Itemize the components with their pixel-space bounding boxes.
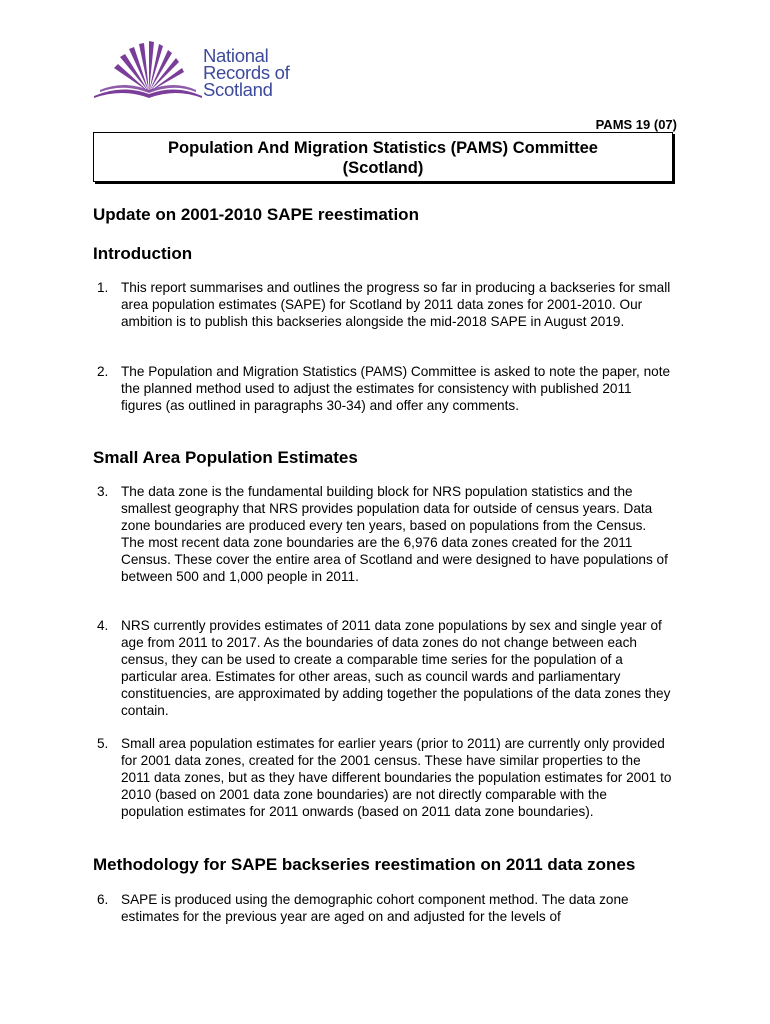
paragraph-6: [93, 892, 673, 926]
paragraph-text: The data zone is the fundamental building block for NRS population statistics and the smallest geography that NRS provides population data for outside of census years. Data zone boundaries are produced every ten years, based on populations from the Census. The most recent data zone boundaries are the 6,976 data zones created for the 2011 Census. These cover the entire area of Scotland and were designed to have populations of between 500 and 1,000 people in 2011.: [121, 484, 668, 584]
update-heading: Update on 2001-2010 SAPE reestimation: [93, 205, 419, 224]
document-reference: PAMS 19 (07): [595, 117, 677, 132]
methodology-heading: Methodology for SAPE backseries reestimation on 2011 data zones: [93, 855, 636, 874]
paragraph-number: 6.: [97, 892, 109, 907]
paragraph-1: [93, 280, 673, 331]
document-title-box: [93, 132, 673, 182]
paragraph-4: [93, 618, 673, 719]
logo-line-2: Records of: [203, 62, 290, 83]
logo-line-3: Scotland: [203, 79, 273, 100]
paragraph-text: SAPE is produced using the demographic cohort component method. The data zone estimates for the previous year are aged on and adjusted for the levels of: [121, 892, 629, 924]
introduction-heading: Introduction: [93, 244, 193, 263]
paragraph-text: Small area population estimates for earlier years (prior to 2011) are currently only provided for 2001 data zones, created for the 2001 census. These have similar properties to the 2011 data zones, but as they have different boundaries the population estimates for 2001 to 2010 (based on 2001 data zone boundaries) are not directly comparable with the population estimates for 2011 onwards (based on 2011 data zone boundaries).: [121, 736, 672, 819]
paragraph-text: NRS currently provides estimates of 2011 data zone populations by sex and single year of age from 2011 to 2017. As the boundaries of data zones do not change between each census, they can be used to create a comparable time series for the population of a particular area. Estimates for other areas, such as council wards and parliamentary constituencies, are approximated by adding together the populations of the data zones they contain.: [121, 618, 671, 718]
logo-line-1: National: [203, 45, 269, 66]
paragraph-number: 5.: [97, 736, 109, 751]
paragraph-text: The Population and Migration Statistics (PAMS) Committee is asked to note the paper, note the planned method used to adjust the estimates for consistency with published 2011 figures (as outlined in paragraphs 30-34) and offer any comments.: [121, 364, 671, 413]
paragraph-3: [93, 484, 673, 585]
paragraph-number: 4.: [97, 618, 109, 633]
paragraph-2: [93, 364, 673, 415]
paragraph-number: 2.: [97, 364, 109, 379]
paragraph-5: [93, 736, 673, 821]
paragraph-number: 3.: [97, 484, 109, 499]
title-line-2: (Scotland): [342, 159, 424, 177]
paragraph-number: 1.: [97, 280, 109, 295]
title-line-1: Population And Migration Statistics (PAMS) Committee: [168, 139, 598, 157]
nrs-logo-text: [203, 47, 289, 98]
sape-heading: Small Area Population Estimates: [93, 448, 358, 467]
paragraph-text: This report summarises and outlines the progress so far in producing a backseries for small area population estimates (SAPE) for Scotland by 2011 data zones for 2001-2010. Our ambition is to publish this backseries alongside the mid-2018 SAPE in August 2019.: [121, 280, 671, 329]
